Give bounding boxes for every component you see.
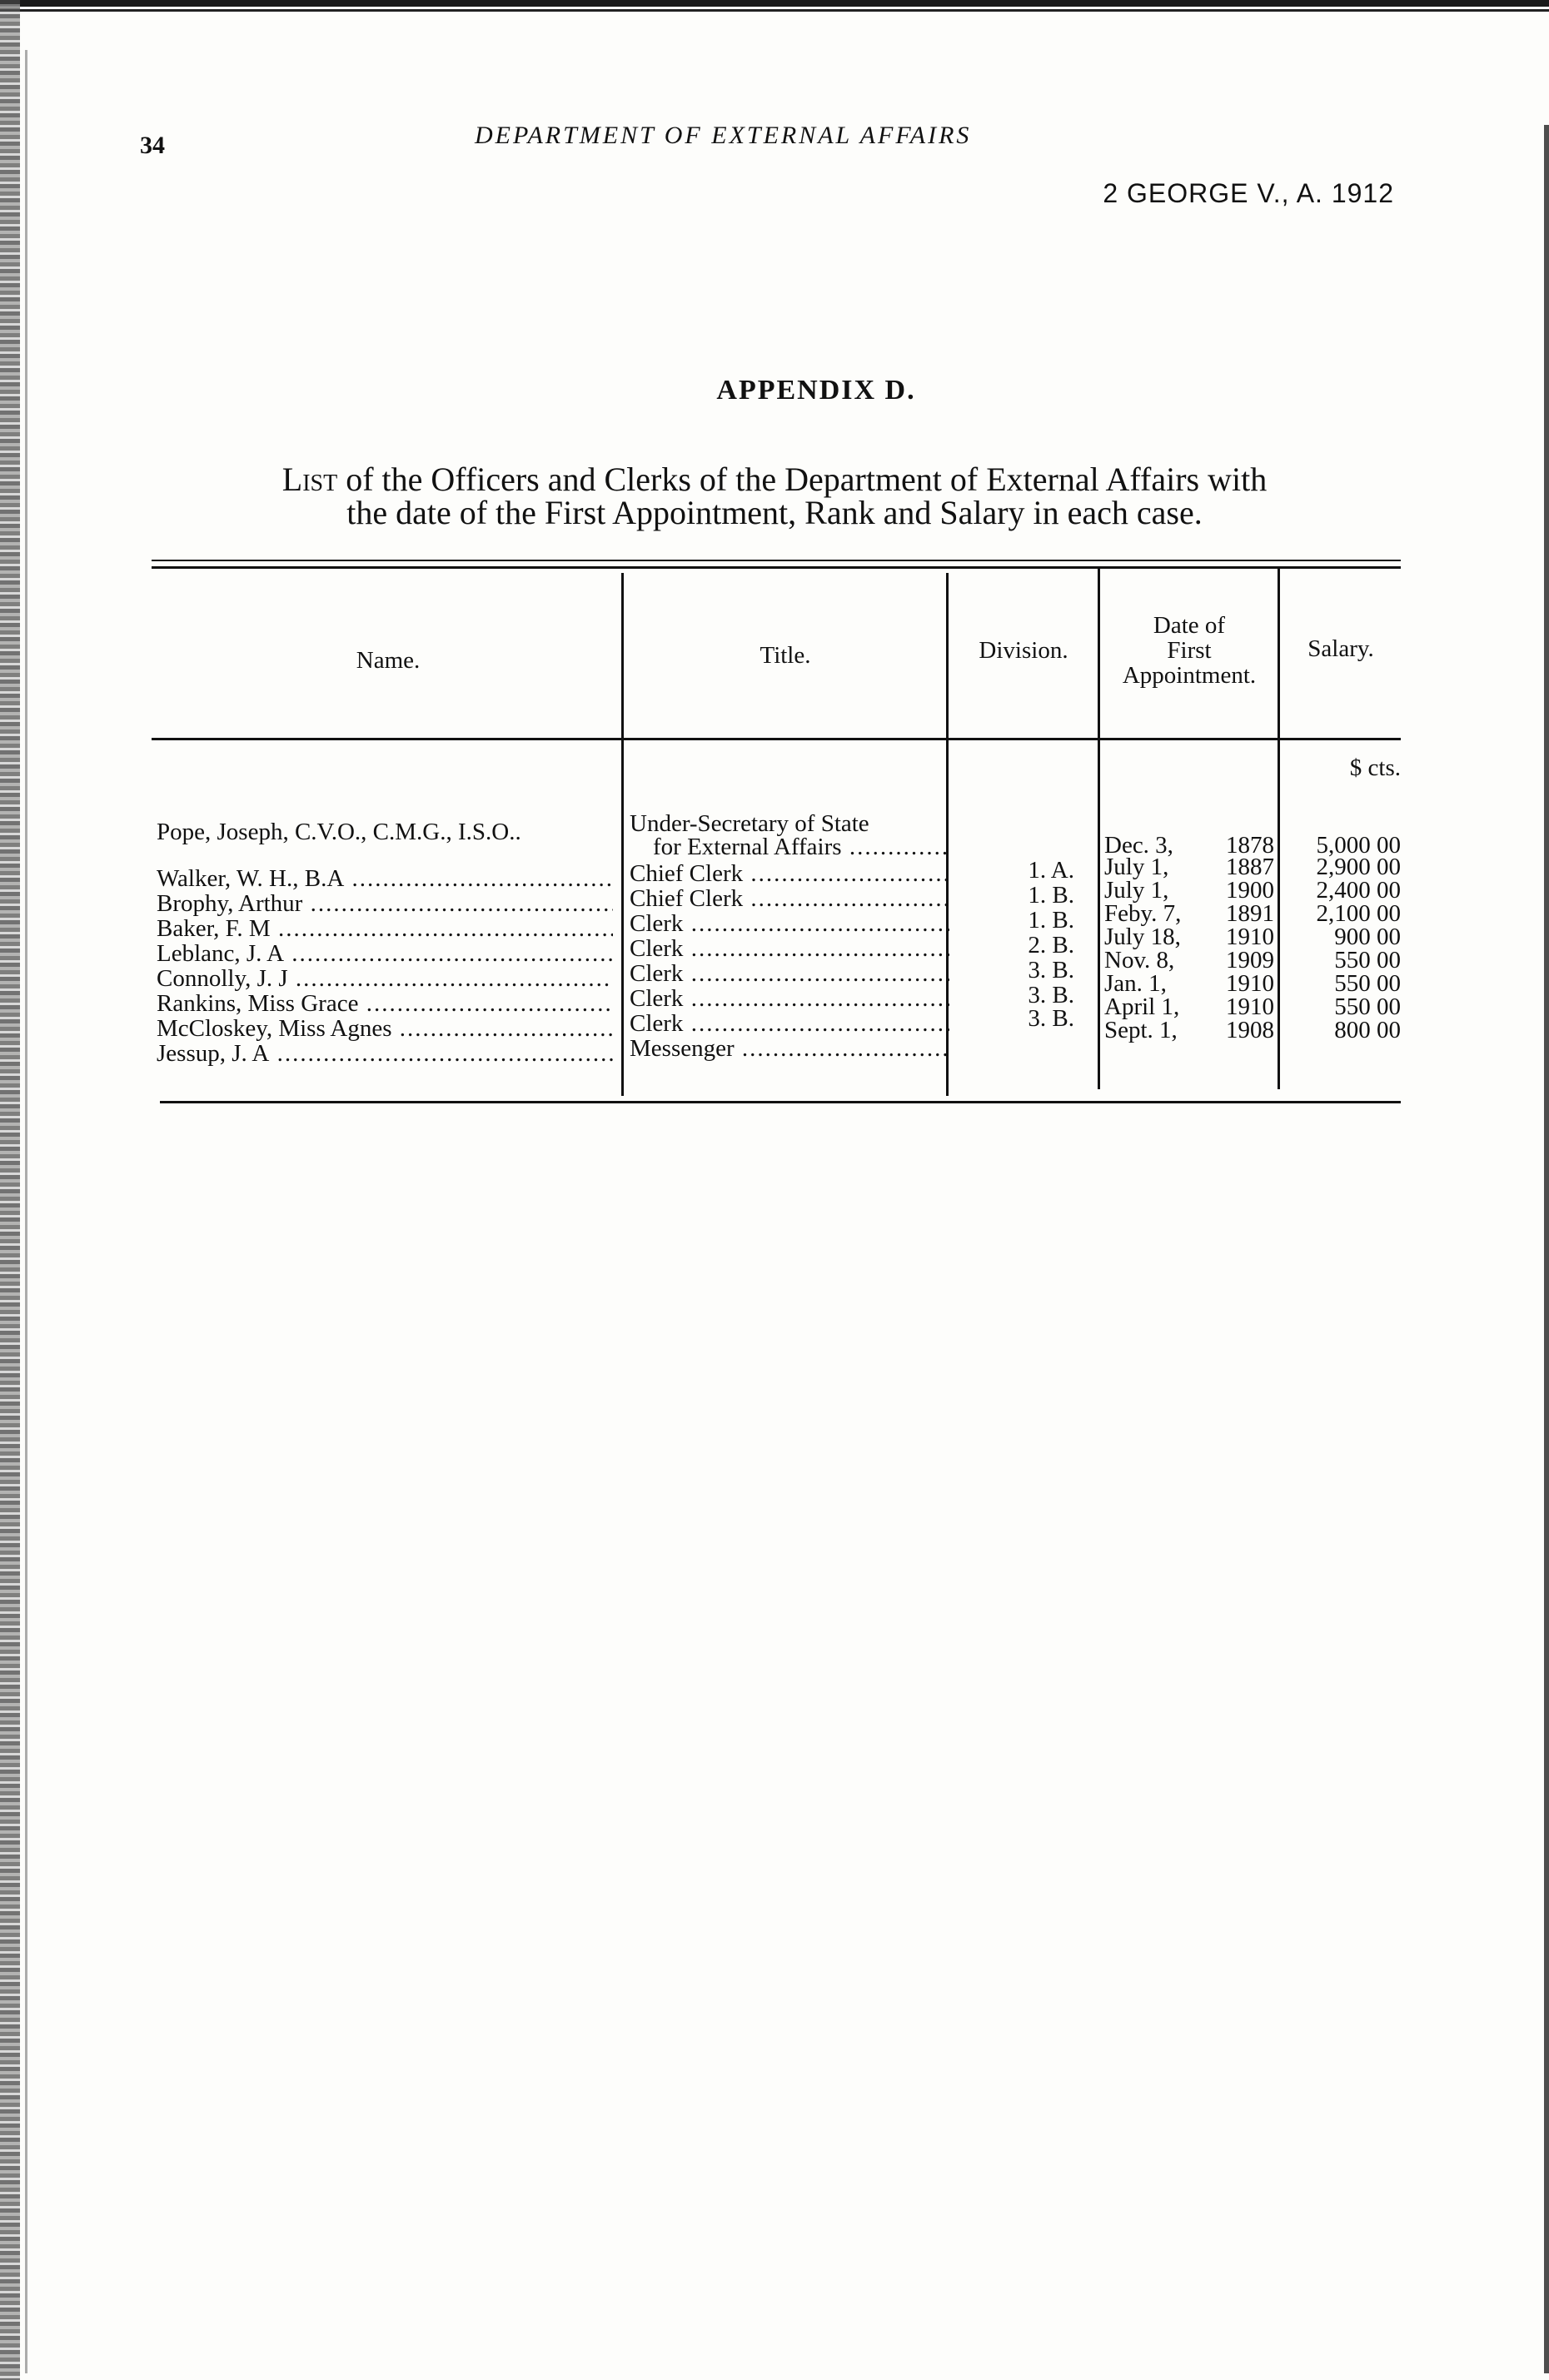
table-row-salary: 900 00 bbox=[1334, 924, 1401, 950]
table-row-name: Leblanc, J. A ..... bbox=[157, 941, 613, 966]
table-row-date: Feby. 7, 1891 bbox=[1104, 900, 1274, 927]
table-row-title: Clerk ..... bbox=[630, 986, 949, 1011]
column-divider bbox=[1098, 566, 1100, 1089]
table-row-division: 3. B. bbox=[1028, 982, 1074, 1008]
scan-border-left bbox=[0, 0, 20, 2380]
table-row-division: 3. B. bbox=[1028, 957, 1074, 983]
table-row-title: Clerk ..... bbox=[630, 961, 949, 986]
table-row-date: April 1, 1910 bbox=[1104, 993, 1274, 1020]
table-row-salary: 550 00 bbox=[1334, 993, 1401, 1020]
table-header-rule bbox=[152, 738, 1401, 740]
table-row-date: Jan. 1, 1910 bbox=[1104, 970, 1274, 997]
running-head: DEPARTMENT OF EXTERNAL AFFAIRS bbox=[475, 122, 972, 149]
table-row-title: Clerk ..... bbox=[630, 936, 949, 961]
table-row-name: Connolly, J. J ..... bbox=[157, 966, 613, 991]
table-row-salary: 2,100 00 bbox=[1316, 900, 1401, 927]
table-row-division: 1. A. bbox=[1028, 857, 1074, 884]
table-row-title: Clerk ..... bbox=[630, 1011, 949, 1036]
page-number: 34 bbox=[140, 132, 165, 159]
heading-line-1: of the Officers and Clerks of the Department of External Affairs with bbox=[337, 461, 1268, 498]
date-header-line-2: First bbox=[1167, 637, 1212, 664]
table-row-salary: 2,900 00 bbox=[1316, 854, 1401, 880]
date-header-line-3: Appointment. bbox=[1122, 662, 1257, 689]
column-header-division: Division. bbox=[979, 637, 1068, 664]
table-row-title: Under-Secretary of State bbox=[630, 811, 869, 836]
table-top-rule bbox=[152, 560, 1401, 561]
column-header-date bbox=[1101, 613, 1278, 688]
table-row-name: McCloskey, Miss Agnes ..... bbox=[157, 1016, 613, 1041]
table-row-division: 3. B. bbox=[1028, 1005, 1074, 1032]
scan-border-top bbox=[0, 0, 1549, 15]
table-row-division: 1. B. bbox=[1028, 882, 1074, 909]
column-header-title: Title. bbox=[760, 642, 811, 669]
table-row-title: Clerk ..... bbox=[630, 911, 949, 936]
table-bottom-rule bbox=[160, 1101, 1401, 1103]
column-divider bbox=[621, 573, 624, 1096]
table-row-name: Pope, Joseph, C.V.O., C.M.G., I.S.O.. bbox=[157, 819, 521, 844]
scan-border-right bbox=[1544, 125, 1549, 2373]
table-top-rule-2 bbox=[152, 566, 1401, 569]
table-row-salary: 550 00 bbox=[1334, 947, 1401, 973]
table-row-title: Chief Clerk ..... bbox=[630, 861, 949, 886]
table-row-date: July 1, 1887 bbox=[1104, 854, 1274, 880]
column-header-salary: Salary. bbox=[1307, 635, 1374, 662]
table-row-title: Messenger ..... bbox=[630, 1036, 949, 1061]
heading-lead: List bbox=[281, 461, 338, 498]
column-divider bbox=[1278, 566, 1280, 1089]
table-row-title-cont: for External Affairs ..... bbox=[630, 834, 949, 859]
table-row-division: 2. B. bbox=[1028, 932, 1074, 958]
table-row-date: Nov. 8, 1909 bbox=[1104, 947, 1274, 973]
table-row-date: Dec. 3, 1878 bbox=[1104, 832, 1274, 859]
session-reference: 2 GEORGE V., A. 1912 bbox=[1103, 178, 1394, 208]
salary-unit: $ cts. bbox=[1349, 754, 1401, 781]
table-row-name: Baker, F. M ..... bbox=[157, 916, 613, 941]
list-heading bbox=[150, 463, 1399, 530]
table-row-salary: 5,000 00 bbox=[1316, 832, 1401, 859]
table-row-date: July 18, 1910 bbox=[1104, 924, 1274, 950]
heading-line-2: the date of the First Appointment, Rank and Salary in each case. bbox=[346, 494, 1203, 531]
table-row-name: Rankins, Miss Grace ..... bbox=[157, 991, 613, 1016]
table-row-name: Brophy, Arthur ..... bbox=[157, 891, 613, 916]
table-row-salary: 2,400 00 bbox=[1316, 877, 1401, 904]
table-row-date: July 1, 1900 bbox=[1104, 877, 1274, 904]
date-header-line-1: Date of bbox=[1153, 612, 1226, 639]
column-header-name: Name. bbox=[356, 647, 421, 674]
table-row-date: Sept. 1, 1908 bbox=[1104, 1017, 1274, 1043]
table-row-division: 1. B. bbox=[1028, 907, 1074, 934]
table-row-name: Walker, W. H., B.A ..... bbox=[157, 866, 613, 891]
table-row-name: Jessup, J. A ..... bbox=[157, 1041, 613, 1066]
table-row-title: Chief Clerk ..... bbox=[630, 886, 949, 911]
table-row-salary: 550 00 bbox=[1334, 970, 1401, 997]
table-row-salary: 800 00 bbox=[1334, 1017, 1401, 1043]
appendix-title: APPENDIX D. bbox=[716, 375, 916, 406]
